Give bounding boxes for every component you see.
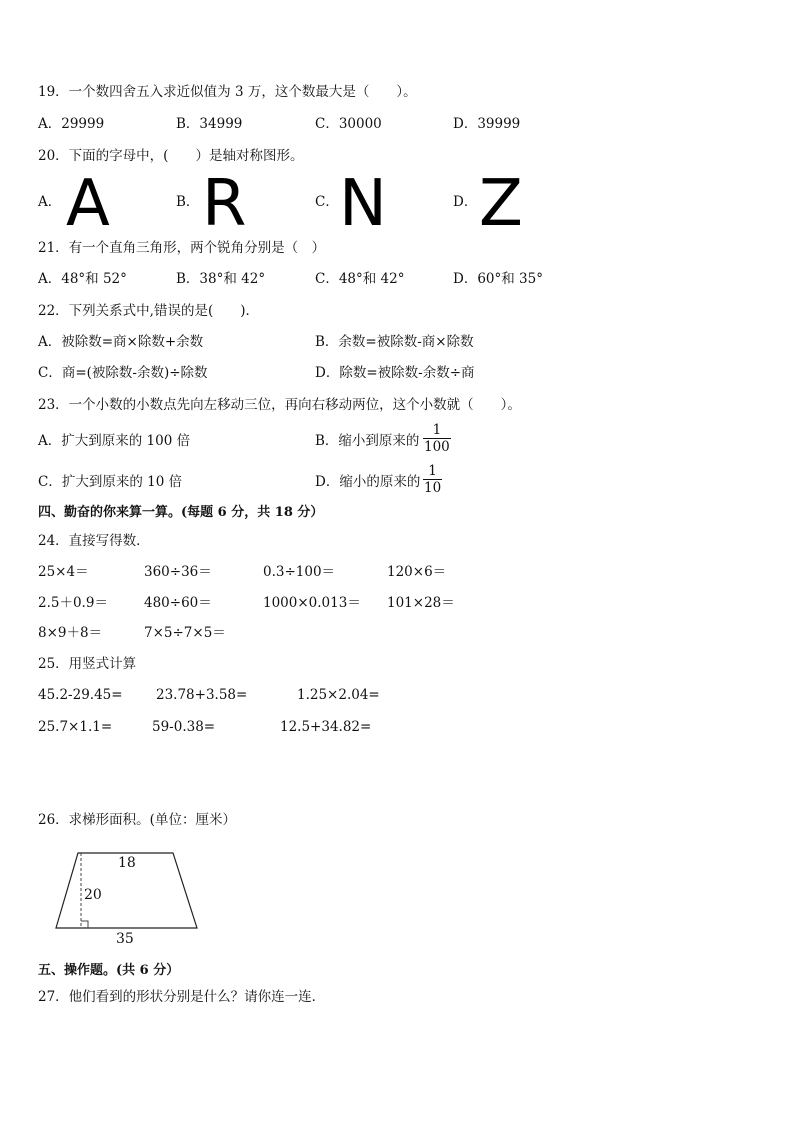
q19-option-c: C．30000: [315, 116, 382, 132]
q22-option-c: C．商=(被除数-余数)÷除数: [38, 365, 208, 381]
q25-item: 25.7×1.1=: [38, 719, 113, 735]
q19-option-d: D．39999: [453, 116, 521, 132]
q25-item: 12.5+34.82=: [280, 719, 372, 735]
q24-item: 480÷60＝: [144, 595, 212, 611]
question-20-stem: 20．下面的字母中，( ）是轴对称图形。: [38, 148, 304, 164]
q22-option-b: B．余数=被除数-商×除数: [315, 334, 474, 350]
q24-item: 1000×0.013＝: [263, 595, 361, 611]
q23-option-a: A．扩大到原来的 100 倍: [38, 433, 191, 449]
q20-label-c: C．: [315, 194, 339, 210]
q25-item: 1.25×2.04=: [297, 687, 380, 703]
section-5-heading: 五、操作题。(共 6 分）: [38, 963, 180, 978]
question-26-stem: 26．求梯形面积。(单位：厘米）: [38, 812, 236, 828]
q23-option-b-fraction: [423, 422, 451, 455]
q23-option-d: D．缩小的原来的: [315, 474, 421, 490]
trapezoid-bottom-label: 35: [116, 931, 134, 947]
question-21-stem: 21．有一个直角三角形，两个锐角分别是（ ）: [38, 240, 326, 256]
question-27-stem: 27．他们看到的形状分别是什么？请你连一连．: [38, 989, 326, 1005]
q20-letter-a: A: [66, 167, 110, 241]
q21-option-c: C．48°和 42°: [315, 271, 405, 287]
q24-item: 25×4＝: [38, 564, 89, 580]
question-23-stem: 23．一个小数的小数点先向左移动三位，再向右移动两位，这个小数就（ ）。: [38, 397, 521, 413]
q21-option-b: B．38°和 42°: [176, 271, 266, 287]
question-19-stem: 19．一个数四舍五入求近似值为 3 万，这个数最大是（ ）。: [38, 84, 417, 100]
q20-label-d: D．: [453, 194, 478, 210]
q23-b-denominator: 100: [424, 439, 450, 456]
q25-item: 45.2-29.45=: [38, 687, 123, 703]
trapezoid-height-label: 20: [84, 887, 102, 903]
q21-option-a: A．48°和 52°: [38, 271, 127, 287]
q23-d-denominator: 10: [424, 480, 442, 497]
q20-letter-b: R: [202, 167, 247, 241]
q24-item: 120×6＝: [387, 564, 447, 580]
q24-item: 360÷36＝: [144, 564, 212, 580]
trapezoid-top-label: 18: [118, 855, 136, 871]
q23-option-d-fraction: [423, 463, 442, 496]
trapezoid-figure: [50, 846, 210, 950]
q24-item: 0.3÷100＝: [263, 564, 336, 580]
q19-option-a: A．29999: [38, 116, 105, 132]
q19-option-b: B．34999: [176, 116, 243, 132]
question-25-stem: 25．用竖式计算: [38, 656, 137, 672]
q20-letter-c: N: [339, 167, 387, 241]
q23-option-b: B．缩小到原来的: [315, 433, 420, 449]
question-24-stem: 24．直接写得数．: [38, 533, 150, 549]
section-4-heading: 四、勤奋的你来算一算。(每题 6 分，共 18 分）: [38, 505, 324, 520]
q20-letter-d: Z: [479, 167, 523, 241]
q24-item: 2.5＋0.9＝: [38, 595, 108, 611]
q25-item: 23.78+3.58=: [156, 687, 248, 703]
q21-option-d: D．60°和 35°: [453, 271, 543, 287]
q25-item: 59-0.38=: [152, 719, 216, 735]
right-angle-mark: [81, 921, 88, 928]
question-22-stem: 22．下列关系式中,错误的是( )．: [38, 303, 260, 319]
q22-option-d: D．除数=被除数-余数÷商: [315, 365, 475, 381]
q20-label-a: A．: [38, 194, 62, 210]
q24-item: 7×5÷7×5＝: [144, 625, 226, 641]
q22-option-a: A．被除数=商×除数+余数: [38, 334, 204, 350]
q20-label-b: B．: [176, 194, 200, 210]
q23-d-numerator: 1: [428, 463, 437, 479]
q24-item: 101×28＝: [387, 595, 455, 611]
q24-item: 8×9＋8＝: [38, 625, 103, 641]
q23-option-c: C．扩大到原来的 10 倍: [38, 474, 183, 490]
q23-b-numerator: 1: [432, 422, 442, 438]
